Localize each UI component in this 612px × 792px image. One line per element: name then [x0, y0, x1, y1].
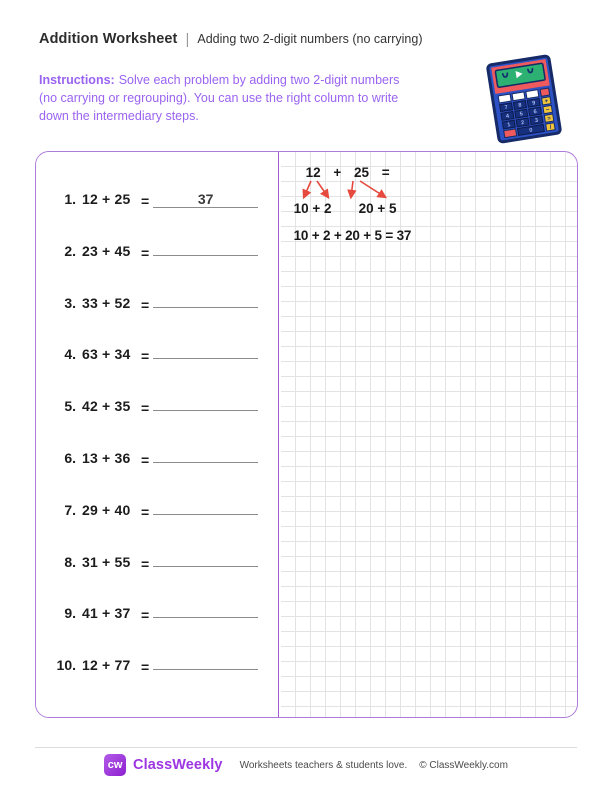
problem-number: 6.: [64, 450, 76, 466]
answer-blank[interactable]: [153, 410, 258, 411]
brand-name: ClassWeekly: [133, 757, 223, 773]
svg-text:4: 4: [505, 113, 510, 120]
problem-equals: =: [141, 503, 150, 520]
svg-text:+: +: [544, 98, 549, 105]
svg-text:5: 5: [519, 111, 524, 118]
problem-expression: 13 + 36: [82, 450, 131, 466]
footer-copyright: © ClassWeekly.com: [419, 759, 508, 771]
answer-blank[interactable]: [153, 255, 258, 256]
problem-expression: 41 + 37: [82, 605, 131, 622]
problem-expression: 23 + 45: [82, 242, 131, 259]
title-separator: |: [185, 31, 190, 48]
problem-row: [36, 450, 278, 470]
problem-expression: 31 + 55: [82, 553, 131, 570]
problem-expression: 42 + 35: [82, 398, 131, 415]
problem-number: 8.: [64, 553, 76, 570]
problem-equals: =: [141, 296, 150, 313]
calculator-illustration-icon: [480, 52, 568, 146]
svg-text:2: 2: [520, 119, 525, 127]
answer-blank[interactable]: [153, 514, 258, 515]
instructions-text: Solve each problem by adding two 2-digit numbers: [118, 73, 400, 87]
problem-equals: =: [141, 452, 150, 468]
svg-text:0: 0: [529, 127, 534, 134]
problem-number: 9.: [64, 605, 76, 622]
answer-blank[interactable]: [153, 358, 258, 359]
problem-equals: =: [141, 659, 150, 676]
svg-text:8: 8: [518, 102, 522, 109]
problem-expression: 29 + 40: [82, 501, 131, 518]
svg-text:3: 3: [534, 117, 539, 125]
problem-number: 2.: [64, 242, 76, 259]
footer-divider: [35, 747, 577, 748]
svg-text:6: 6: [533, 109, 538, 116]
problem-expression: 12 + 77: [82, 657, 131, 674]
problem-expression: 63 + 34: [82, 346, 131, 363]
classweekly-logo-icon: cw: [104, 754, 126, 776]
answer-blank[interactable]: [153, 191, 258, 208]
header: [39, 30, 423, 47]
problem-row: [36, 346, 278, 366]
problem-row: [36, 295, 278, 315]
svg-text:−: −: [545, 107, 550, 114]
problem-equals: =: [141, 193, 150, 209]
problem-number: 1.: [64, 191, 76, 207]
svg-text:=: =: [546, 115, 552, 123]
problem-equals: =: [141, 400, 150, 417]
scratch-grid-column[interactable]: [281, 152, 577, 717]
problem-row: [36, 605, 278, 625]
answer-blank[interactable]: [153, 617, 258, 618]
problem-row: [36, 191, 278, 211]
answer-blank[interactable]: [153, 566, 258, 567]
footer: [0, 754, 612, 776]
problems-column: [36, 152, 279, 717]
worksheet-box: [35, 151, 578, 718]
footer-tagline: Worksheets teachers & students love.: [239, 759, 408, 771]
problem-number: 4.: [64, 346, 76, 363]
problem-row: [36, 398, 278, 418]
problem-number: 5.: [64, 398, 76, 415]
page-subtitle: Adding two 2-digit numbers (no carrying): [197, 32, 423, 46]
problem-row: [36, 243, 278, 263]
instructions: [39, 71, 479, 125]
answer-blank[interactable]: [153, 307, 258, 308]
problem-number: 10.: [56, 657, 76, 674]
example-decomposition-right: 20 + 5: [358, 201, 397, 216]
example-solution-line: 10 + 2 + 20 + 5 = 37: [293, 228, 412, 243]
problem-row: [36, 554, 278, 574]
problem-expression: 12 + 25: [82, 191, 131, 207]
svg-text:1: 1: [506, 122, 511, 129]
example-problem: 12 + 25 =: [305, 165, 390, 180]
problem-number: 7.: [64, 501, 76, 518]
svg-text:/: /: [549, 124, 552, 131]
answer-blank[interactable]: [153, 462, 258, 463]
problem-equals: =: [141, 244, 150, 261]
svg-text:7: 7: [504, 104, 509, 112]
problem-equals: =: [141, 607, 150, 624]
example-decomposition-left: 10 + 2: [293, 201, 332, 216]
problem-row: [36, 657, 278, 677]
answer-blank[interactable]: [153, 669, 258, 670]
problem-number: 3.: [64, 294, 76, 311]
answer-value: 37: [197, 191, 214, 207]
svg-text:9: 9: [531, 100, 536, 107]
instructions-label: Instructions:: [39, 73, 115, 87]
instructions-line: [39, 71, 479, 89]
problem-equals: =: [141, 555, 150, 572]
problem-equals: =: [141, 348, 150, 365]
worked-example: [281, 152, 577, 282]
problem-row: [36, 502, 278, 522]
instructions-line: down the intermediary steps.: [39, 109, 199, 123]
instructions-line: (no carrying or regrouping). You can use the right column to write: [39, 91, 399, 105]
page-title: Addition Worksheet: [39, 31, 178, 47]
problem-expression: 33 + 52: [82, 294, 131, 311]
